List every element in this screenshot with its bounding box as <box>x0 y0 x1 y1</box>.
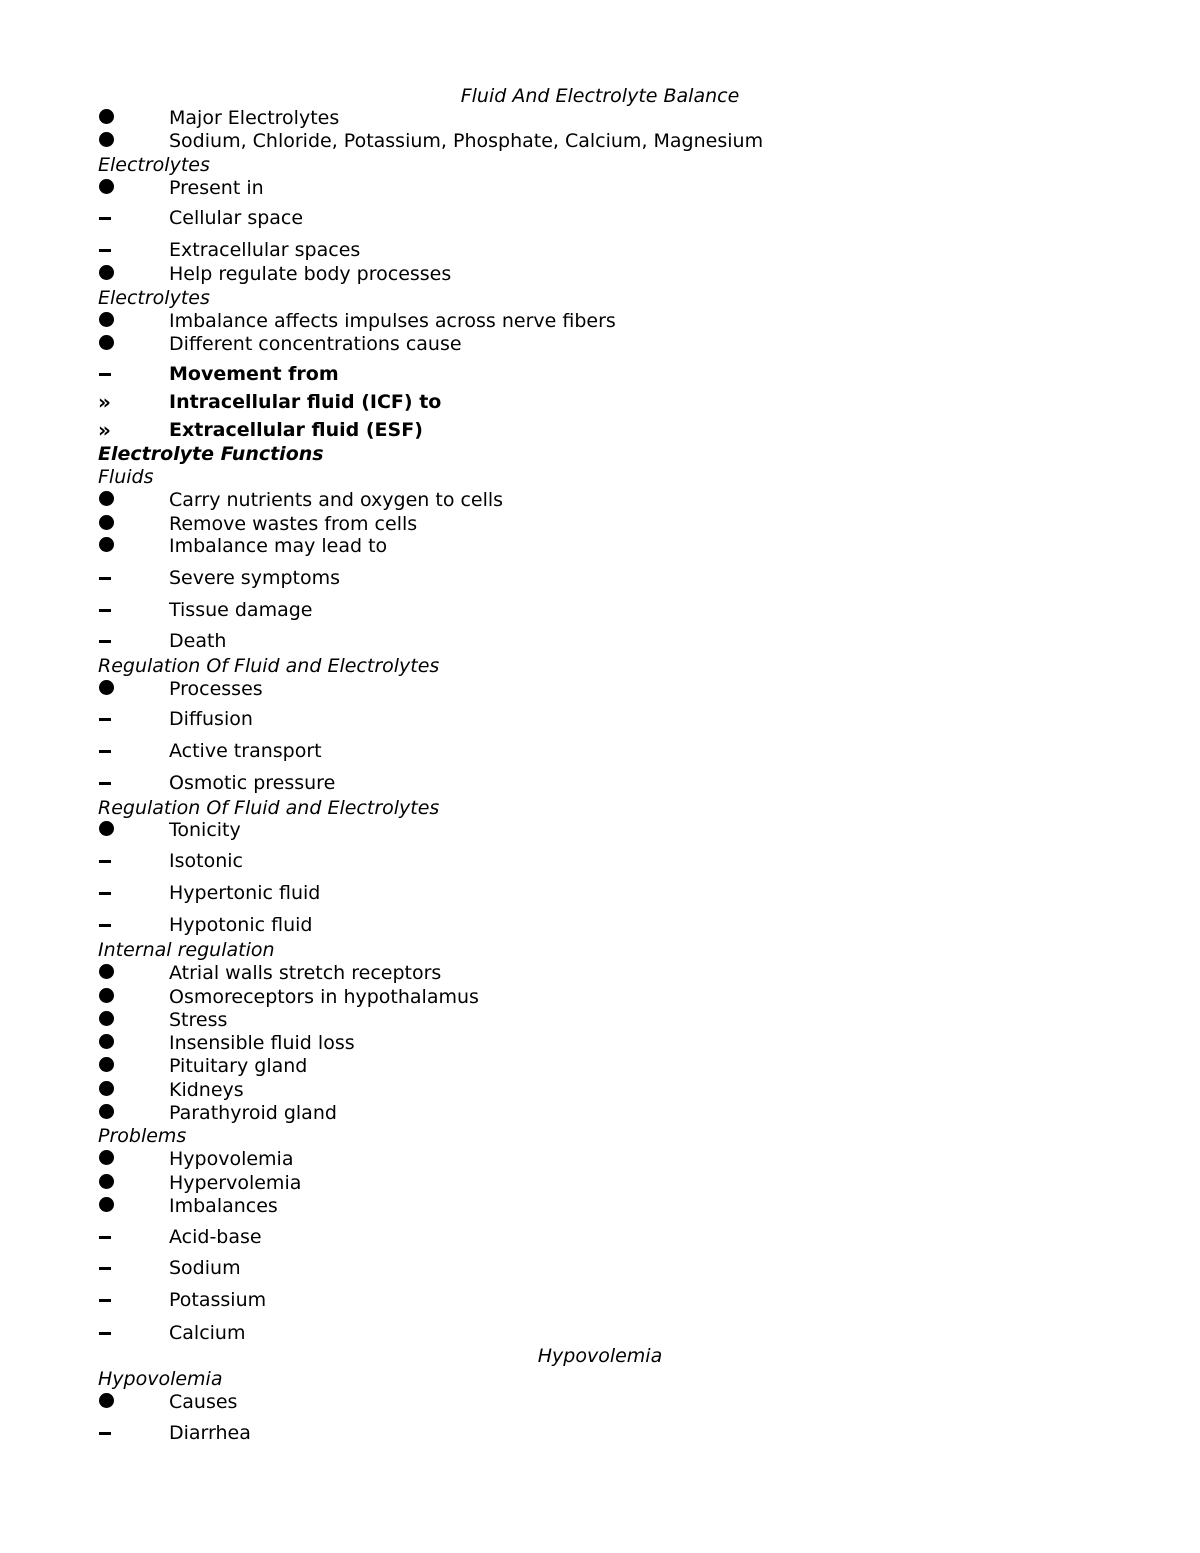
list-item-text: Osmotic pressure <box>169 772 336 794</box>
bullet-icon <box>99 1104 114 1119</box>
list-marker <box>98 1288 120 1312</box>
bullet-icon <box>99 335 114 350</box>
dash-icon <box>99 1299 111 1302</box>
list-marker <box>98 1031 120 1055</box>
list-marker <box>98 598 120 622</box>
chevron-icon: » <box>98 390 111 414</box>
list-item-text: Hypovolemia <box>169 1148 294 1170</box>
dash-icon <box>99 217 111 220</box>
list-item-text: Different concentrations cause <box>169 333 462 355</box>
bullet-icon <box>99 1197 114 1212</box>
list-item-text: Tissue damage <box>169 599 313 621</box>
list-item-text: Hypotonic fluid <box>169 914 313 936</box>
list-item-text: Death <box>169 630 227 652</box>
bullet-icon <box>99 515 114 530</box>
list-item-text: Imbalance affects impulses across nerve fibers <box>169 310 616 332</box>
list-marker <box>98 390 120 414</box>
bullet-icon <box>99 537 114 552</box>
list-marker <box>98 1256 120 1280</box>
list-item-text: Kidneys <box>169 1079 244 1101</box>
list-marker <box>98 913 120 937</box>
document-title: Fluid And Electrolyte Balance <box>460 85 740 107</box>
dash-icon <box>99 1267 111 1270</box>
list-item-text: Parathyroid gland <box>169 1102 337 1124</box>
list-item-text: Isotonic <box>169 850 243 872</box>
centered-heading: Hypovolemia <box>537 1345 663 1367</box>
bullet-icon <box>99 312 114 327</box>
bullet-icon <box>99 1174 114 1189</box>
section-heading: Regulation Of Fluid and Electrolytes <box>98 655 440 677</box>
list-marker <box>98 1008 120 1032</box>
list-marker <box>98 534 120 558</box>
list-marker <box>98 1171 120 1195</box>
list-marker <box>98 1225 120 1249</box>
list-marker <box>98 707 120 731</box>
list-marker <box>98 1054 120 1078</box>
list-marker <box>98 566 120 590</box>
list-marker <box>98 629 120 653</box>
list-item-text: Carry nutrients and oxygen to cells <box>169 489 504 511</box>
list-marker <box>98 1421 120 1445</box>
dash-icon <box>99 640 111 643</box>
list-marker <box>98 129 120 153</box>
list-marker <box>98 818 120 842</box>
list-item-text: Help regulate body processes <box>169 263 452 285</box>
bullet-icon <box>99 988 114 1003</box>
list-marker <box>98 985 120 1009</box>
bullet-icon <box>99 1393 114 1408</box>
section-heading: Internal regulation <box>98 939 275 961</box>
list-marker <box>98 238 120 262</box>
list-marker <box>98 206 120 230</box>
list-item-text: Intracellular fluid (ICF) to <box>169 391 442 413</box>
list-item-text: Movement from <box>169 363 339 385</box>
dash-icon <box>99 1236 111 1239</box>
section-heading: Electrolytes <box>98 287 210 309</box>
list-marker <box>98 262 120 286</box>
list-item-text: Severe symptoms <box>169 567 340 589</box>
list-marker <box>98 176 120 200</box>
list-marker <box>98 332 120 356</box>
list-item-text: Acid-base <box>169 1226 262 1248</box>
list-marker <box>98 418 120 442</box>
list-marker <box>98 1390 120 1414</box>
list-item-text: Diarrhea <box>169 1422 251 1444</box>
list-item-text: Processes <box>169 678 263 700</box>
bullet-icon <box>99 179 114 194</box>
list-item-text: Major Electrolytes <box>169 107 340 129</box>
list-item-text: Causes <box>169 1391 238 1413</box>
section-heading: Electrolyte Functions <box>98 443 324 465</box>
section-heading: Hypovolemia <box>98 1368 223 1390</box>
bullet-icon <box>99 821 114 836</box>
list-item-text: Atrial walls stretch receptors <box>169 962 442 984</box>
list-marker <box>98 1147 120 1171</box>
list-marker <box>98 309 120 333</box>
list-item-text: Extracellular fluid (ESF) <box>169 419 423 441</box>
list-marker <box>98 1194 120 1218</box>
list-item-text: Tonicity <box>169 819 241 841</box>
section-heading: Fluids <box>98 466 154 488</box>
list-item-text: Hypertonic fluid <box>169 882 321 904</box>
list-marker <box>98 881 120 905</box>
bullet-icon <box>99 680 114 695</box>
list-marker <box>98 106 120 130</box>
dash-icon <box>99 609 111 612</box>
chevron-icon: » <box>98 418 111 442</box>
list-marker <box>98 362 120 386</box>
list-marker <box>98 1078 120 1102</box>
list-item-text: Imbalances <box>169 1195 278 1217</box>
list-item-text: Potassium <box>169 1289 267 1311</box>
bullet-icon <box>99 491 114 506</box>
section-heading: Electrolytes <box>98 154 210 176</box>
list-item-text: Imbalance may lead to <box>169 535 388 557</box>
list-item-text: Hypervolemia <box>169 1172 302 1194</box>
list-item-text: Remove wastes from cells <box>169 513 418 535</box>
list-marker <box>98 771 120 795</box>
dash-icon <box>99 1432 111 1435</box>
list-item-text: Extracellular spaces <box>169 239 361 261</box>
dash-icon <box>99 750 111 753</box>
list-item-text: Osmoreceptors in hypothalamus <box>169 986 479 1008</box>
dash-icon <box>99 860 111 863</box>
section-heading: Problems <box>98 1125 187 1147</box>
bullet-icon <box>99 109 114 124</box>
bullet-icon <box>99 964 114 979</box>
list-item-text: Active transport <box>169 740 322 762</box>
list-marker <box>98 512 120 536</box>
list-item-text: Pituitary gland <box>169 1055 308 1077</box>
list-item-text: Insensible fluid loss <box>169 1032 355 1054</box>
list-item-text: Diffusion <box>169 708 253 730</box>
list-marker <box>98 1101 120 1125</box>
bullet-icon <box>99 1034 114 1049</box>
list-marker <box>98 849 120 873</box>
list-marker <box>98 488 120 512</box>
bullet-icon <box>99 1057 114 1072</box>
list-marker <box>98 1321 120 1345</box>
dash-icon <box>99 1332 111 1335</box>
dash-icon <box>99 577 111 580</box>
dash-icon <box>99 892 111 895</box>
bullet-icon <box>99 1081 114 1096</box>
list-item-text: Sodium <box>169 1257 241 1279</box>
list-item-text: Present in <box>169 177 264 199</box>
list-marker <box>98 677 120 701</box>
dash-icon <box>99 718 111 721</box>
dash-icon <box>99 373 111 376</box>
bullet-icon <box>99 1011 114 1026</box>
bullet-icon <box>99 265 114 280</box>
list-marker <box>98 961 120 985</box>
list-item-text: Calcium <box>169 1322 246 1344</box>
list-item-text: Sodium, Chloride, Potassium, Phosphate, Calcium, Magnesium <box>169 130 764 152</box>
dash-icon <box>99 782 111 785</box>
bullet-icon <box>99 1150 114 1165</box>
list-item-text: Cellular space <box>169 207 304 229</box>
bullet-icon <box>99 132 114 147</box>
dash-icon <box>99 249 111 252</box>
list-marker <box>98 739 120 763</box>
dash-icon <box>99 924 111 927</box>
section-heading: Regulation Of Fluid and Electrolytes <box>98 797 440 819</box>
list-item-text: Stress <box>169 1009 228 1031</box>
